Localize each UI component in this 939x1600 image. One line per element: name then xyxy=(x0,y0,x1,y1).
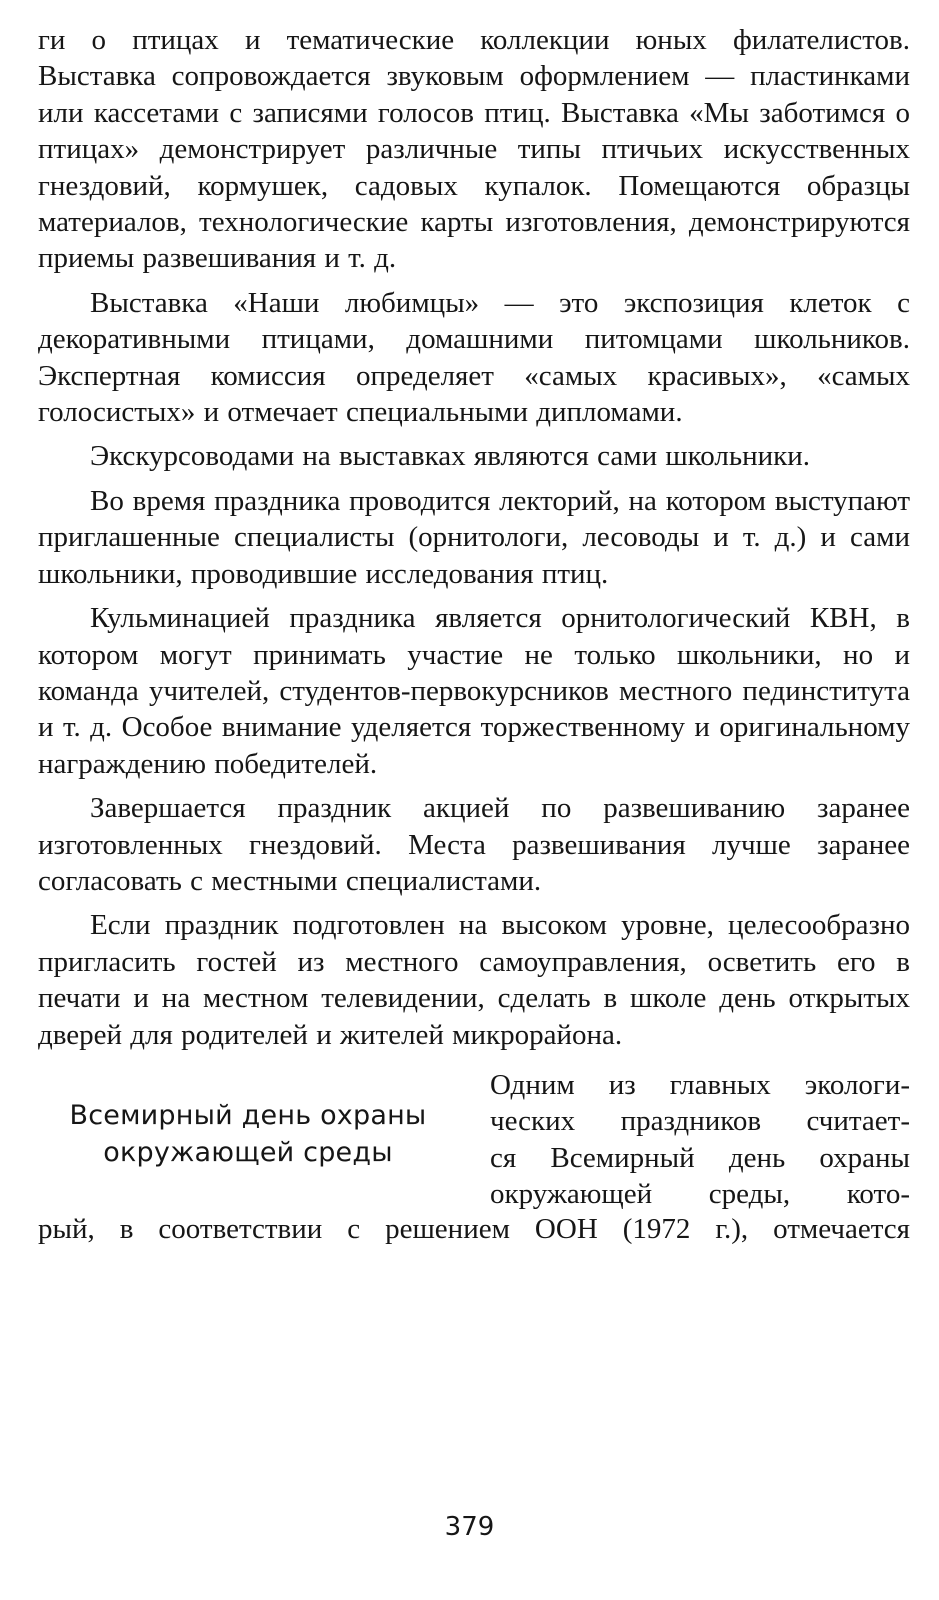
section-intro-continuation: рый, в соответствии с решением ООН (1972 г.), отмечается xyxy=(38,1212,910,1245)
section-intro-wrapped-text xyxy=(490,1067,910,1213)
section-heading xyxy=(38,1097,458,1171)
paragraph-exhibitions: ги о птицах и тематические коллекции юных филателистов. Выставка сопровождается звуковым оформлением — пластинками или кассетами с записями голосов птиц. Выставка «Мы заботимся о птицах» демонстрирует различные типы птичьих искусственных гнездовий, кормушек, садовых купалок. Помещаются образцы материалов, технологические карты изготовления, демонстрируются приемы развешивания и т. д. xyxy=(38,24,910,275)
section-heading-line-2: окружающей среды xyxy=(103,1136,393,1168)
paragraph-guides: Экскурсоводами на выставках являются сами школьники. xyxy=(90,440,811,473)
paragraph-nest-hanging: Завершается праздник акцией по развешиванию заранее изготовленных гнездовий. Места развешивания лучше заранее согласовать с местными специалистами. xyxy=(38,792,910,897)
paragraph-kvn: Кульминацией праздника является орнитологический КВН, в котором могут принимать участие не только школьники, но и команда учителей, студентов-первокурсников местного пединститута и т. д. Особое внимание уделяется торжественному и оригинальному награждению победителей. xyxy=(38,602,910,780)
section-heading-line-1: Всемирный день охраны xyxy=(69,1099,427,1131)
paragraph-our-pets: Выставка «Наши любимцы» — это экспозиция клеток с декоративными птицами, домашними питомцами школьников. Экспертная комиссия определяет «самых красивых», «самых голосистых» и отмечает специальными дипломами. xyxy=(38,286,910,429)
wrap-line-4: окружающей среды, кото- xyxy=(490,1178,910,1211)
paragraph-lectures: Во время праздника проводится лекторий, на котором выступают приглашенные специалисты (орнитологи, лесоводы и т. д.) и сами школьники, проводившие исследования птиц. xyxy=(38,484,910,590)
book-page xyxy=(38,22,910,1247)
page-number: 379 xyxy=(444,1512,495,1542)
paragraph-guests: Если праздник подготовлен на высоком уровне, целесообразно пригласить гостей из местного самоуправления, осветить его в печати и на местном телевидении, сделать в школе день открытых дверей для родителей и жителей микрорайона. xyxy=(38,909,910,1051)
section-environment-day xyxy=(38,1067,910,1211)
wrap-line-2: ческих праздников считает- xyxy=(490,1105,910,1138)
wrap-line-3: ся Всемирный день охраны xyxy=(490,1141,910,1174)
wrap-line-1: Одним из главных экологи- xyxy=(490,1068,910,1101)
